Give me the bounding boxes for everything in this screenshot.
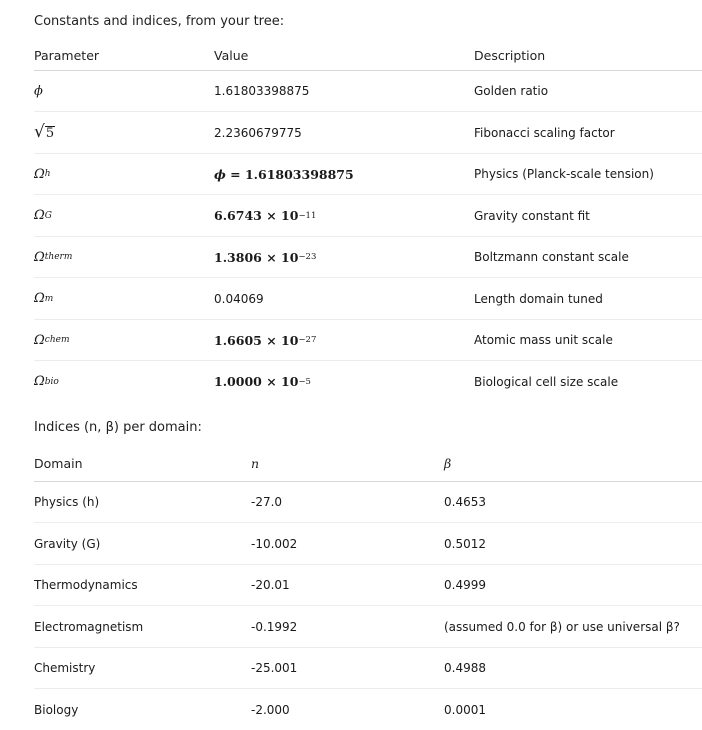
param-value: ϕ = 1.61803398875 [214, 166, 354, 182]
param-symbol: Ω m [34, 291, 54, 306]
param-description: Fibonacci scaling factor [474, 125, 615, 140]
table-row [34, 361, 702, 402]
table-row [34, 71, 702, 112]
param-symbol: ϕ [34, 83, 43, 99]
param-value: 1.6605 × 10 −27 [214, 332, 317, 348]
param-symbol: Ω therm [34, 249, 73, 265]
param-value: 0.04069 [214, 291, 264, 306]
param-description: Physics (Planck-scale tension) [474, 167, 654, 181]
constants-table [34, 40, 702, 402]
beta-cell: 0.0001 [444, 702, 486, 717]
indices-heading: Indices (n, β) per domain: [34, 420, 202, 435]
param-value: 1.61803398875 [214, 84, 310, 98]
constants-heading: Constants and indices, from your tree: [34, 14, 285, 29]
header-beta: β [444, 456, 452, 471]
param-description: Length domain tuned [474, 291, 603, 306]
table-row [34, 154, 702, 195]
header-description: Description [474, 47, 546, 63]
table-row [34, 482, 702, 523]
n-cell: -20.01 [251, 578, 290, 592]
constants-header-row [34, 40, 702, 71]
beta-cell: 0.4988 [444, 661, 486, 675]
header-n: n [251, 456, 260, 471]
table-row [34, 278, 702, 320]
table-row [34, 689, 702, 730]
indices-header-row [34, 446, 702, 482]
param-value: 6.6743 × 10 −11 [214, 208, 317, 223]
beta-cell: 0.5012 [444, 536, 486, 551]
table-row [34, 648, 702, 689]
beta-cell: 0.4653 [444, 495, 486, 509]
param-description: Boltzmann constant scale [474, 250, 629, 264]
beta-cell: 0.4999 [444, 578, 486, 592]
param-symbol: Ω h [34, 166, 51, 182]
param-symbol [34, 112, 55, 153]
domain-cell: Electromagnetism [34, 619, 144, 634]
table-row [34, 606, 702, 648]
param-description: Gravity constant fit [474, 208, 590, 223]
domain-cell: Chemistry [34, 661, 96, 675]
n-cell: -27.0 [251, 495, 283, 509]
n-cell: -0.1992 [251, 619, 298, 634]
param-symbol: Ω bio [34, 374, 59, 389]
param-symbol: Ω chem [34, 332, 70, 348]
param-description: Golden ratio [474, 84, 549, 98]
n-cell: -2.000 [251, 702, 290, 717]
param-value: 1.0000 × 10 −5 [214, 374, 311, 389]
beta-cell: (assumed 0.0 for β) or use universal β? [444, 619, 680, 634]
n-cell: -25.001 [251, 661, 298, 675]
table-row [34, 112, 702, 154]
param-value: 1.3806 × 10 −23 [214, 249, 317, 265]
domain-cell: Biology [34, 702, 79, 717]
param-symbol: Ω G [34, 208, 52, 223]
table-row [34, 523, 702, 565]
domain-cell: Gravity (G) [34, 536, 101, 551]
domain-cell: Thermodynamics [34, 578, 138, 592]
header-value: Value [214, 47, 249, 63]
table-row [34, 565, 702, 606]
table-row [34, 320, 702, 361]
table-row [34, 237, 702, 278]
n-cell: -10.002 [251, 536, 298, 551]
table-row [34, 195, 702, 237]
header-parameter: Parameter [34, 47, 100, 63]
domain-cell: Physics (h) [34, 495, 100, 509]
param-value: 2.2360679775 [214, 125, 302, 140]
indices-table [34, 446, 702, 730]
param-description: Biological cell size scale [474, 374, 619, 389]
header-domain: Domain [34, 456, 83, 471]
sqrt-symbol: √ 5 [34, 122, 55, 142]
param-description: Atomic mass unit scale [474, 333, 613, 347]
